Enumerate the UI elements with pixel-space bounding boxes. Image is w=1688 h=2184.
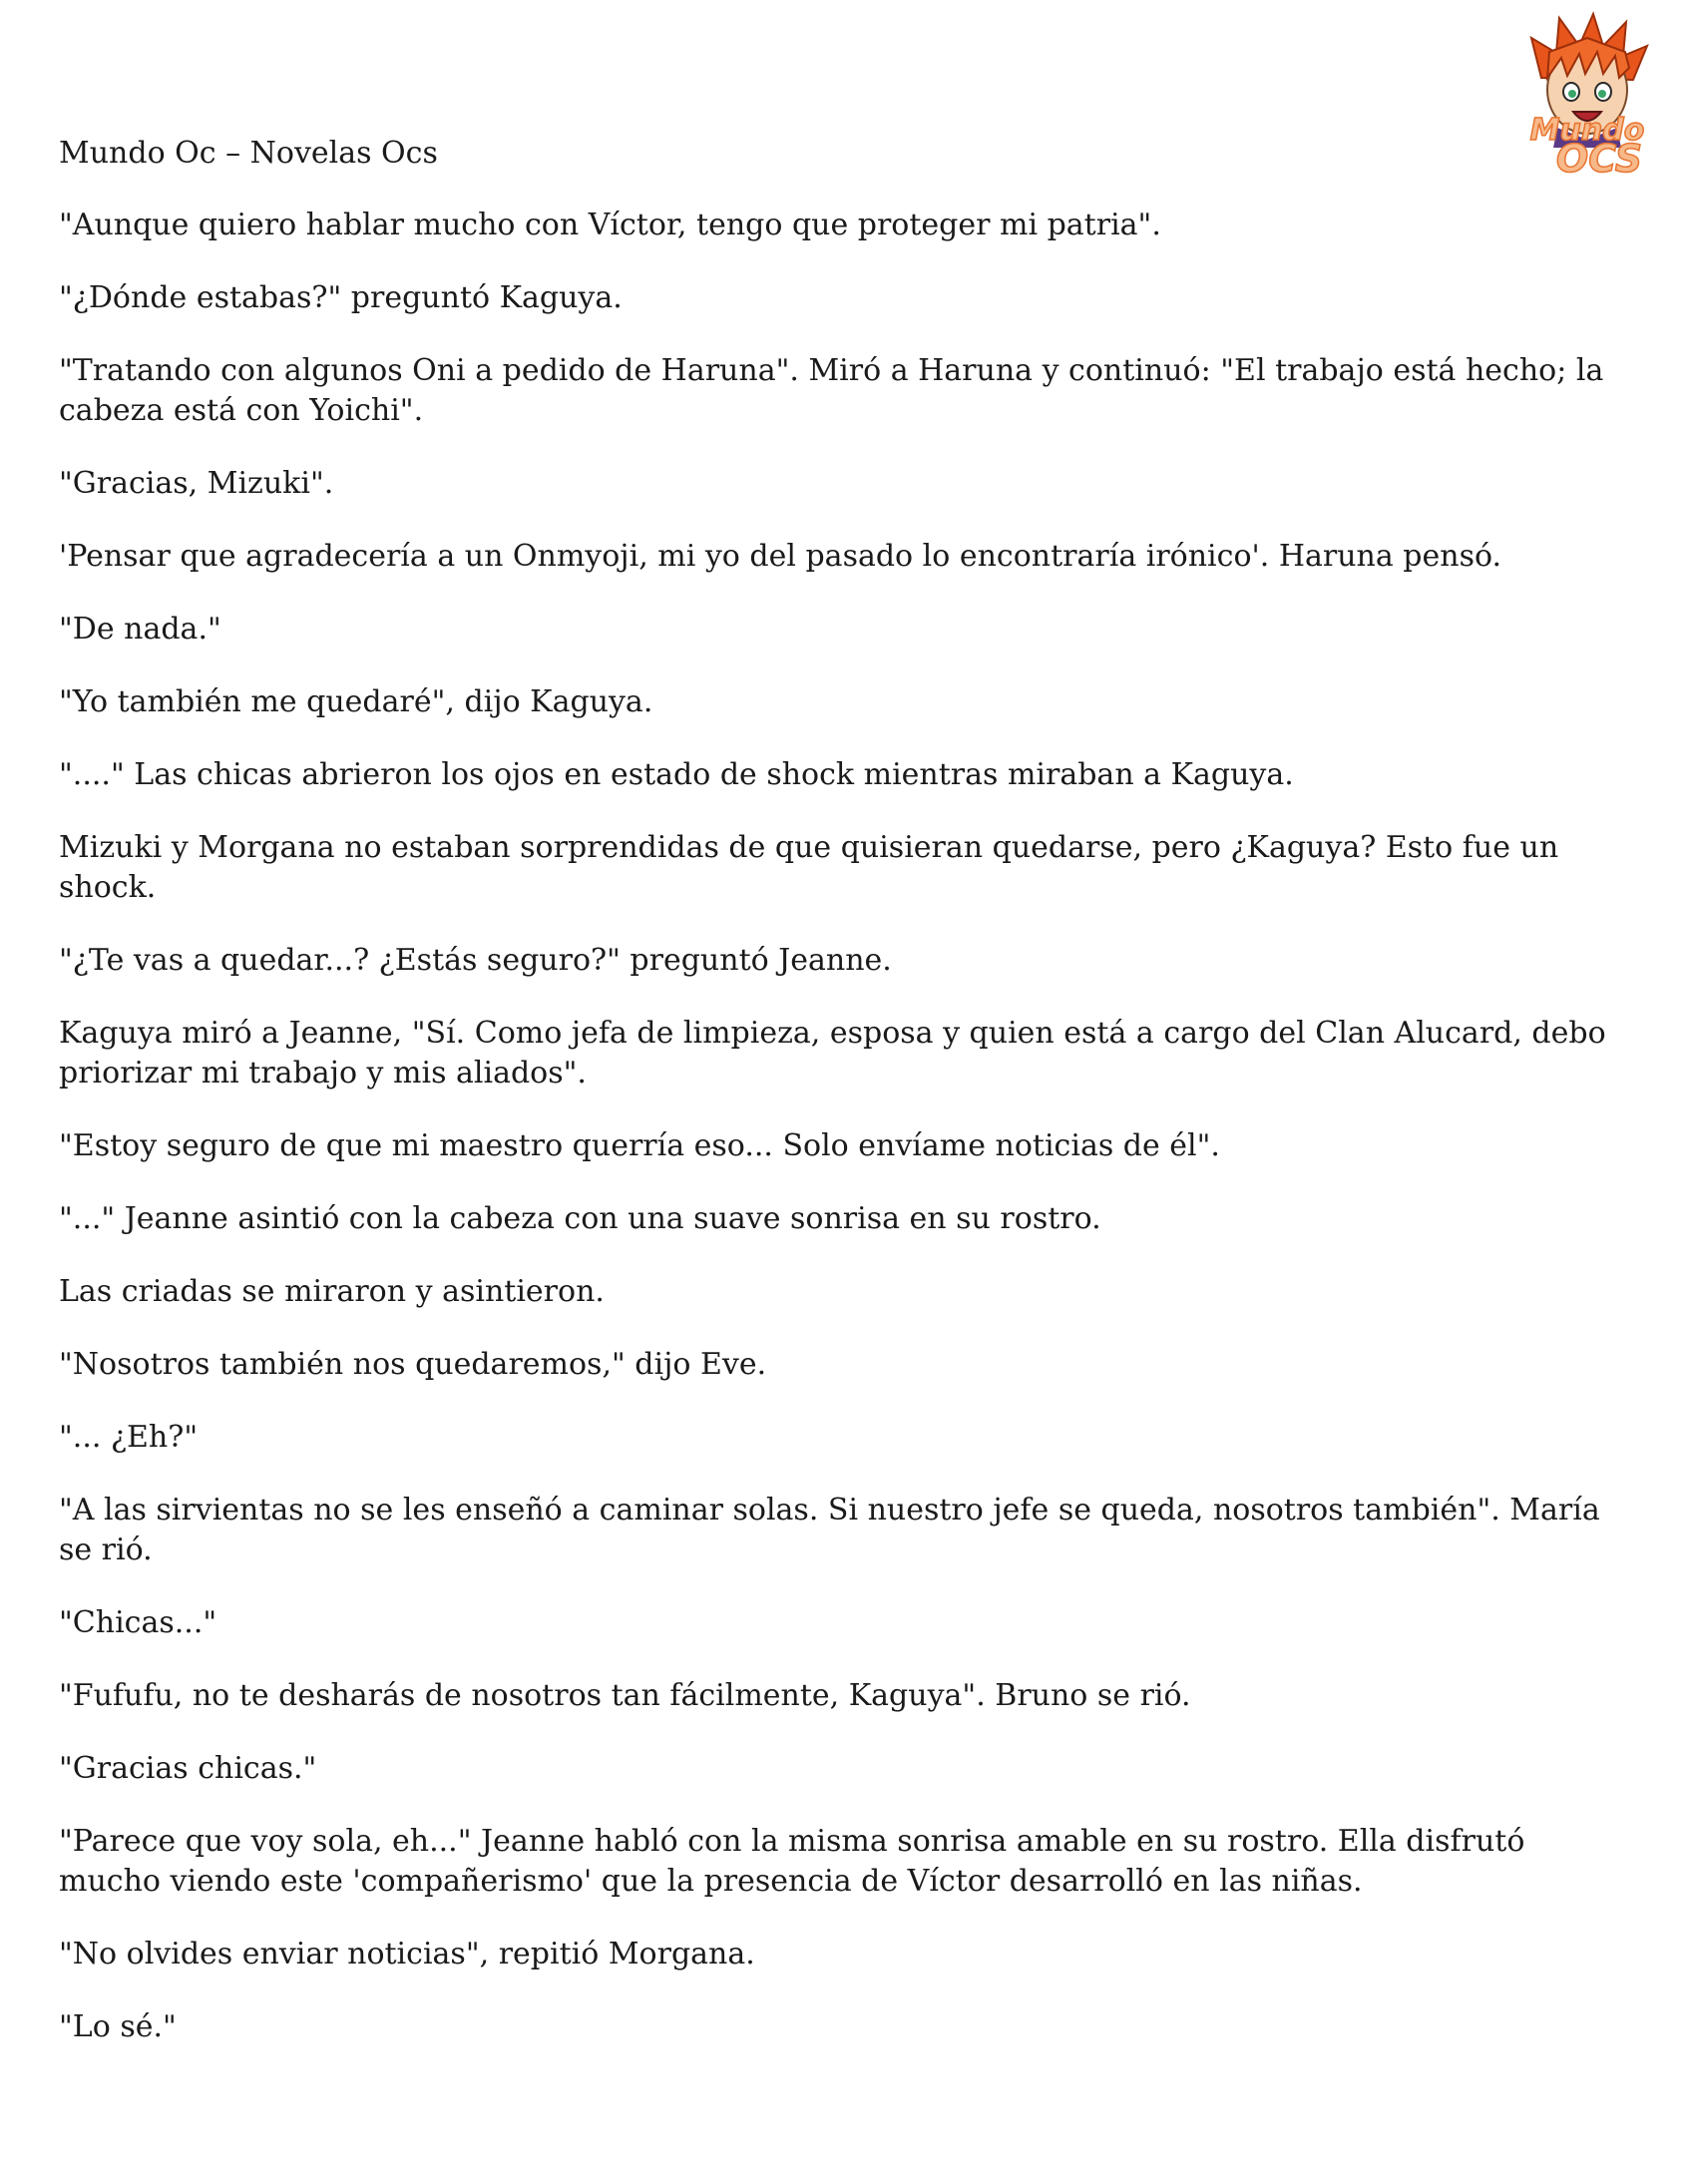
paragraph: "Parece que voy sola, eh..." Jeanne habló con la misma sonrisa amable en su rostro. Ella disfrutó mucho viendo este 'compañerismo' que la presencia de Víctor desarrolló en las niñas. xyxy=(59,1824,1525,1899)
paragraph: "¿Te vas a quedar...? ¿Estás seguro?" preguntó Jeanne. xyxy=(59,943,892,978)
logo-text-bottom: OCS xyxy=(1555,137,1643,180)
paragraph: "Estoy seguro de que mi maestro querría eso... Solo envíame noticias de él". xyxy=(59,1128,1220,1163)
page-header-title: Mundo Oc – Novelas Ocs xyxy=(59,136,438,171)
paragraph: "A las sirvientas no se les enseñó a caminar solas. Si nuestro jefe se queda, nosotros también". María se rió. xyxy=(59,1493,1600,1567)
paragraph: "Gracias, Mizuki". xyxy=(59,466,334,501)
paragraph: "Fufufu, no te desharás de nosotros tan fácilmente, Kaguya". Bruno se rió. xyxy=(59,1678,1191,1713)
paragraph: "¿Dónde estabas?" preguntó Kaguya. xyxy=(59,280,623,315)
paragraph: "...." Las chicas abrieron los ojos en estado de shock mientras miraban a Kaguya. xyxy=(59,757,1294,792)
mundo-ocs-logo xyxy=(1501,8,1673,180)
paragraph: 'Pensar que agradecería a un Onmyoji, mi yo del pasado lo encontraría irónico'. Haruna pensó. xyxy=(59,539,1502,574)
paragraph: "Chicas..." xyxy=(59,1605,217,1640)
paragraph: "Tratando con algunos Oni a pedido de Haruna". Miró a Haruna y continuó: "El trabajo está hecho; la cabeza está con Yoichi". xyxy=(59,353,1604,428)
paragraph: "No olvides enviar noticias", repitió Morgana. xyxy=(59,1937,755,1971)
paragraph: Mizuki y Morgana no estaban sorprendidas de que quisieran quedarse, pero ¿Kaguya? Esto fue un shock. xyxy=(59,830,1559,905)
document-body xyxy=(59,206,1630,2080)
paragraph: "De nada." xyxy=(59,612,221,647)
paragraph: "Gracias chicas." xyxy=(59,1751,317,1786)
paragraph: "Aunque quiero hablar mucho con Víctor, tengo que proteger mi patria". xyxy=(59,208,1161,242)
paragraph: Las criadas se miraron y asintieron. xyxy=(59,1274,605,1309)
paragraph: "Nosotros también nos quedaremos," dijo Eve. xyxy=(59,1347,767,1382)
anime-boy-mascot-icon xyxy=(1501,8,1673,180)
paragraph: Kaguya miró a Jeanne, "Sí. Como jefa de limpieza, esposa y quien está a cargo del Clan Alucard, debo priorizar mi trabajo y mis aliados". xyxy=(59,1016,1606,1091)
paragraph: "... ¿Eh?" xyxy=(59,1420,199,1455)
paragraph: "..." Jeanne asintió con la cabeza con una suave sonrisa en su rostro. xyxy=(59,1201,1101,1236)
paragraph: "Lo sé." xyxy=(59,2009,177,2044)
logo-text-top: Mundo xyxy=(1529,113,1645,148)
paragraph: "Yo también me quedaré", dijo Kaguya. xyxy=(59,684,653,719)
